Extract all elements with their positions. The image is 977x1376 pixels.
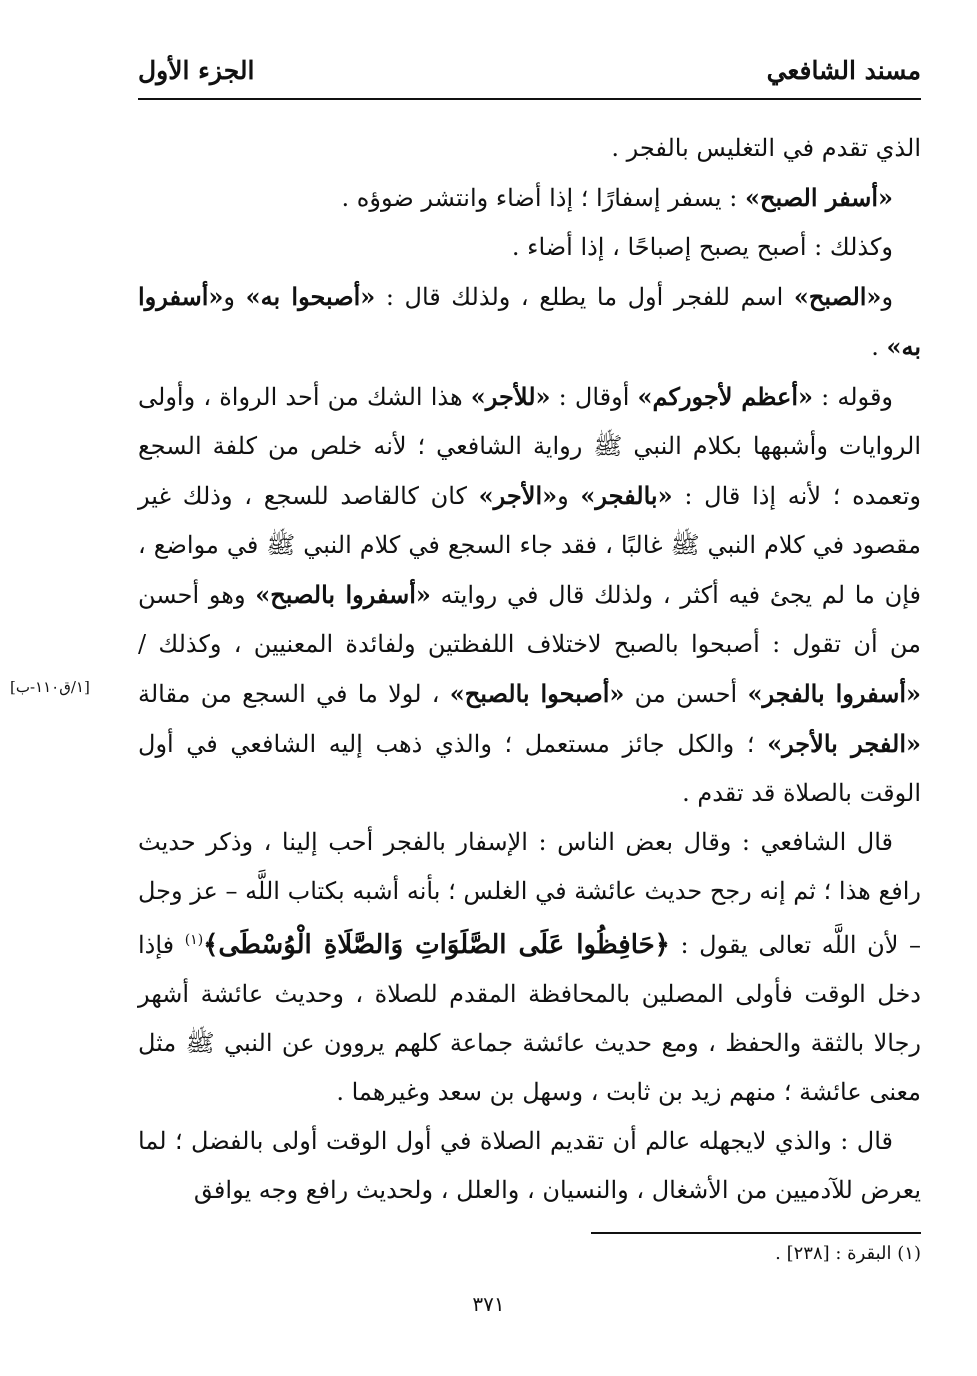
text-run: أحسن من [624,680,748,708]
text-run: و [557,482,581,510]
text-run: وكذلك : أصبح يصبح إصباحًا ، إذا أضاء . [511,233,893,261]
bold-term: «أسفر الصبح» [744,183,893,212]
bold-term: «أصبحوا به» [245,282,376,311]
paragraph [138,223,921,272]
text-run: اسم للفجر أول ما يطلع ، ولذلك قال : [375,283,794,311]
bold-term: «أسفروا بالصبح» [255,580,431,609]
book-title: مسند الشافعي [766,56,921,85]
paragraph [138,818,921,1117]
paragraph [138,272,921,372]
paragraph [138,124,921,173]
footnote-rule [591,1232,921,1234]
paragraph [138,173,921,223]
quran-verse: ﴿حَافِظُوا عَلَى الصَّلَوَاتِ وَالصَّلَاةِ الْوُسْطَى﴾ [203,930,670,960]
bold-term: «أعظم لأجوركم» [637,382,813,411]
footnote-marker: (١) [184,932,204,948]
text-run: قال الشافعي : وقال بعض الناس : الإسفار بالفجر أحب إلينا ، وذكر حديث رافع هذا ؛ ثم إنه رجح حديث عائشة في الغلس ؛ بأنه أشبه بكتاب اللَّه – عز وجل – لأن اللَّه تعالى يقول : [138,828,921,959]
bold-term: «أصبحوا بالصبح» [449,679,625,708]
text-run: وقوله : [812,383,894,411]
text-run: فإذا دخل الوقت فأولى المصلين بالمحافظة المقدم للصلاة ، وحديث عائشة أشهر رجالا بالثقة والحفظ ، ومع حديث عائشة جماعة كلهم يروون عن النبي ﷺ مثل معنى عائشة ؛ منهم زيد بن ثابت ، وسهل بن سعد وغيرهما . [138,931,921,1106]
text-run: وهو أحسن من أن تقول : أصبحوا بالصبح لاختلاف اللفظتين ولفائدة المعنيين ، وكذلك / [138,581,921,658]
text-run: و [223,283,246,311]
text-run: و [881,283,894,311]
bold-term: «الفجر بالأجر» [767,729,922,758]
body-text [138,124,921,1215]
bold-term: «أسفروا به» [138,282,921,361]
footnote: (١) البقرة : [٢٣٨] . [775,1243,921,1264]
text-run: كان كالقاصد للسجع ، وذلك غير مقصود في كلام النبي ﷺ غالبًا ، فقد جاء السجع في كلام النبي ﷺ في مواضع ، فإن ما لم يجئ فيه أكثر ، ولذلك قال في روايته [138,482,921,609]
text-run: ؛ والكل جائز مستعمل ؛ والذي ذهب إليه الشافعي في أول الوقت بالصلاة قد تقدم . [138,730,921,807]
text-run: : يسفر إسفارًا ؛ إذا أضاء وانتشر ضوؤه . [341,184,745,212]
text-run: هذا الشك من أحد الرواة ، وأولى الروايات وأشبهها بكلام النبي ﷺ رواية الشافعي ؛ لأنه خلص من كلفة السجع وتعمده ؛ لأنه إذا قال : [138,383,921,510]
text-run: ، لولا ما في السجع من مقالة [138,680,450,708]
text-run: الذي تقدم في التغليس بالفجر . [611,134,921,162]
text-run: . [871,333,887,361]
bold-term: «الصبح» [793,282,882,311]
bold-term: «بالفجر» [580,481,673,510]
paragraph [138,1117,921,1215]
paragraph [138,372,921,818]
bold-term: «الأجر» [478,481,558,510]
text-run: قال : والذي لايجهله عالم أن تقديم الصلاة في أول الوقت أولى بالفضل ؛ لما يعرض للآدميين من الأشغال ، والنسيان ، والعلل ، ولحديث رافع وجه يوافق [138,1127,921,1204]
bold-term: «للأجر» [470,382,551,411]
running-head [138,52,921,96]
bold-term: «أسفروا بالفجر» [747,679,921,708]
page-number: ٣٧١ [472,1292,505,1316]
volume-label: الجزء الأول [138,56,255,85]
text-run: أوقال : [550,383,638,411]
manuscript-folio-marker: [١/ق١١٠-ب] [10,678,90,696]
header-rule [138,98,921,100]
